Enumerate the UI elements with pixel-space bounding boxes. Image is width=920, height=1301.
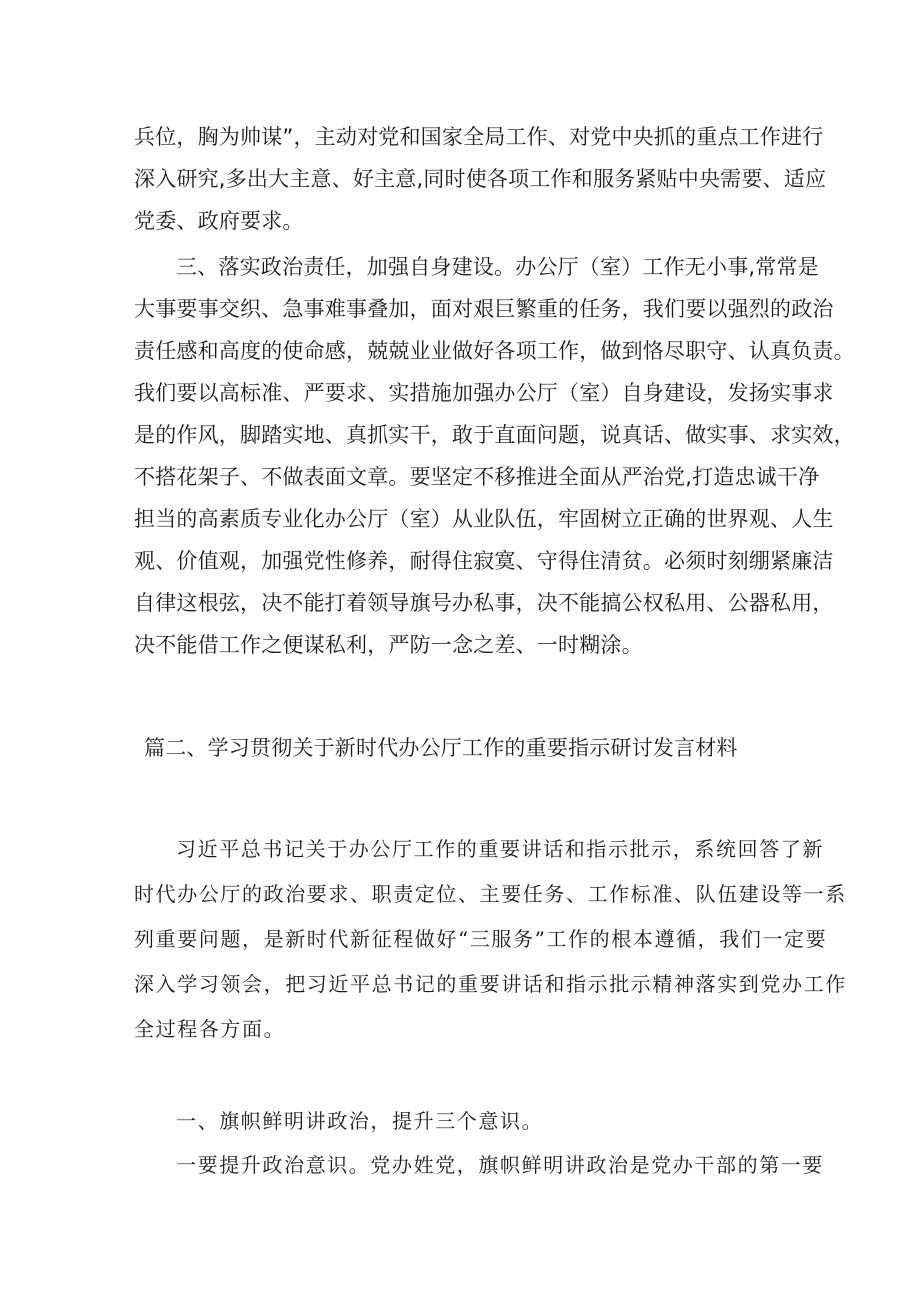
paragraph-line: 大事要事交织、急事难事叠加，面对艰巨繁重的任务，我们要以强烈的政治	[134, 297, 834, 321]
paragraph-line: 不搭花架子、不做表面文章。要坚定不移推进全面从严治党,打造忠诚干净	[134, 465, 820, 489]
intro-line: 全过程各方面。	[134, 1017, 286, 1041]
paragraph-line: 自律这根弦，决不能打着领导旗号办私事，决不能搞公权私用、公器私用，	[134, 591, 834, 615]
intro-line: 习近平总书记关于办公厅工作的重要讲话和指示批示，系统回答了新	[176, 837, 824, 861]
paragraph-line: 观、价值观，加强党性修养，耐得住寂寞、守得住清贫。必须时刻绷紧廉洁	[134, 549, 834, 573]
intro-line: 时代办公厅的政治要求、职责定位、主要任务、工作标准、队伍建设等一系	[134, 882, 847, 906]
paragraph-line: 深入研究,多出大主意、好主意,同时使各项工作和服务紧贴中央需要、适应	[134, 167, 827, 191]
point-one-first-line: 一要提升政治意识。党办姓党，旗帜鲜明讲政治是党办干部的第一要	[176, 1153, 824, 1177]
intro-line: 列重要问题，是新时代新征程做好“三服务”工作的根本遵循，我们一定要	[134, 927, 828, 951]
paragraph-line: 兵位，胸为帅谋”，主动对党和国家全局工作、对党中央抓的重点工作进行	[134, 125, 824, 149]
paragraph-line: 是的作风，脚踏实地、真抓实干，敢于直面问题，说真话、做实事、求实效，	[134, 423, 855, 447]
section-three-heading-line: 三、落实政治责任，加强自身建设。办公厅（室）工作无小事,常常是	[176, 255, 819, 279]
paragraph-line: 决不能借工作之便谋私利，严防一念之差、一时糊涂。	[134, 633, 643, 657]
paragraph-line: 责任感和高度的使命感，兢兢业业做好各项工作，做到恪尽职守、认真负责。	[134, 339, 855, 363]
point-one-title: 一、旗帜鲜明讲政治，提升三个意识。	[176, 1109, 544, 1133]
part-two-title: 篇二、学习贯彻关于新时代办公厅工作的重要指示研讨发言材料	[144, 736, 738, 760]
paragraph-line: 担当的高素质专业化办公厅（室）从业队伍，牢固树立正确的世界观、人生	[134, 507, 834, 531]
paragraph-line: 我们要以高标准、严要求、实措施加强办公厅（室）自身建设，发扬实事求	[134, 381, 834, 405]
intro-line: 深入学习领会，把习近平总书记的重要讲话和指示批示精神落实到党办工作	[134, 972, 847, 996]
paragraph-line: 党委、政府要求。	[134, 209, 304, 233]
